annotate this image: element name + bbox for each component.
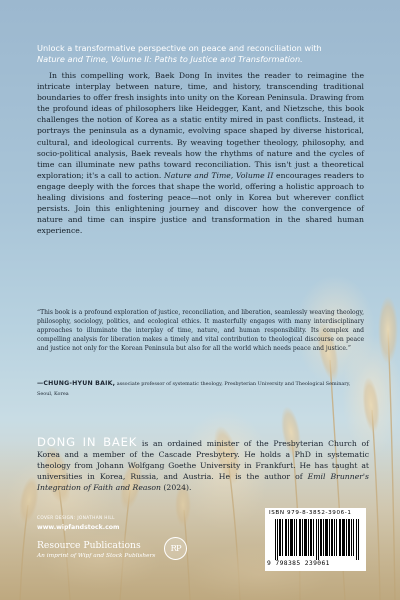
barcode-icon xyxy=(275,519,359,560)
cover-design-credit: COVER DESIGN: JONATHAN HILL xyxy=(37,515,115,520)
endorsement-quote: “This book is a profound exploration of justice, reconciliation, and liberation, seamlessly weaving theology, philosophy, sociology, politics, and ecological ethics. It masterfully engages with many interdisciplinary approaches to illuminate the interplay of time, nature, and human responsibility. Its complex and compelling analysis for liberation makes a timely and vital contribution to theological discourse on peace and justice not only for the Korean Peninsula but also for all the world which needs peace and justice.” xyxy=(37,309,364,352)
description-part-1: In this compelling work, Baek Dong In invites the reader to reimagine the intricate interplay between nature, time, and history, transcending traditional boundaries to offer fresh insights into unity on the Korean Peninsula. Drawing from the profound ideas of philosophers like Heidegger, Kant, and Nietzsche, this book challenges the notion of Korea as a static entity mired in past conflicts. Instead, it portrays the peninsula as a dynamic, evolving space shaped by diverse historical, cultural, and ideological currents. By weaving together theology, philosophy, and socio-political analysis, Baek reveals how the rhythms of nature and the cycles of time can illuminate new paths toward reconciliation. This isn't just a theoretical exploration; it's a call to action. xyxy=(37,71,364,180)
publisher-website: www.wipfandstock.com xyxy=(37,524,120,531)
author-name: DONG IN BAEK xyxy=(37,435,138,449)
barcode-number: 9 798385 239061 xyxy=(267,560,330,567)
author-bio-text: is an ordained minister of the Presbyterian Church of Korea and a member of the Cascade Presbytery. He holds a PhD in systematic theology from Johann Wolfgang Goethe University in Frankfurt. He has taught at universities in Korea, Russia, and Austria. He is the author of xyxy=(37,439,369,481)
book-description xyxy=(37,70,364,236)
author-bio-end: (2024). xyxy=(160,483,192,492)
author-previous-book: Emil Brunner's Integration of Faith and Reason xyxy=(37,472,369,492)
tagline-book-title: Nature and Time, Volume II: Paths to Justice and Transformation. xyxy=(37,54,303,64)
tagline-line-1: Unlock a transformative perspective on peace and reconciliation with xyxy=(37,43,322,53)
publisher-logo-icon: RP xyxy=(164,537,187,560)
publisher-imprint: An imprint of Wipf and Stock Publishers xyxy=(37,553,156,559)
endorsement-attribution xyxy=(37,379,367,399)
isbn-label: ISBN 979-8-3852-3906-1 xyxy=(269,510,352,516)
author-bio xyxy=(37,437,369,493)
isbn-barcode xyxy=(265,508,366,571)
description-title-italic: Nature and Time, Volume II xyxy=(164,170,274,180)
tagline xyxy=(37,43,367,65)
endorser-name: —CHUNG-HYUN BAIK, xyxy=(37,380,116,387)
description-part-2: encourages readers to engage deeply with the forces that shape the world, offering a holistic approach to healing divisions and fostering peace—not only in Korea but wherever conflict persists. Join this enlightening journey and discover how the convergence of nature and time can inspire justice and transformation in the shared human experience. xyxy=(37,170,365,236)
publisher-name: Resource Publications xyxy=(37,540,141,551)
endorser-title: associate professor of systematic theology, Presbyterian University and Theological Seminary, Seoul, Korea xyxy=(37,381,351,397)
